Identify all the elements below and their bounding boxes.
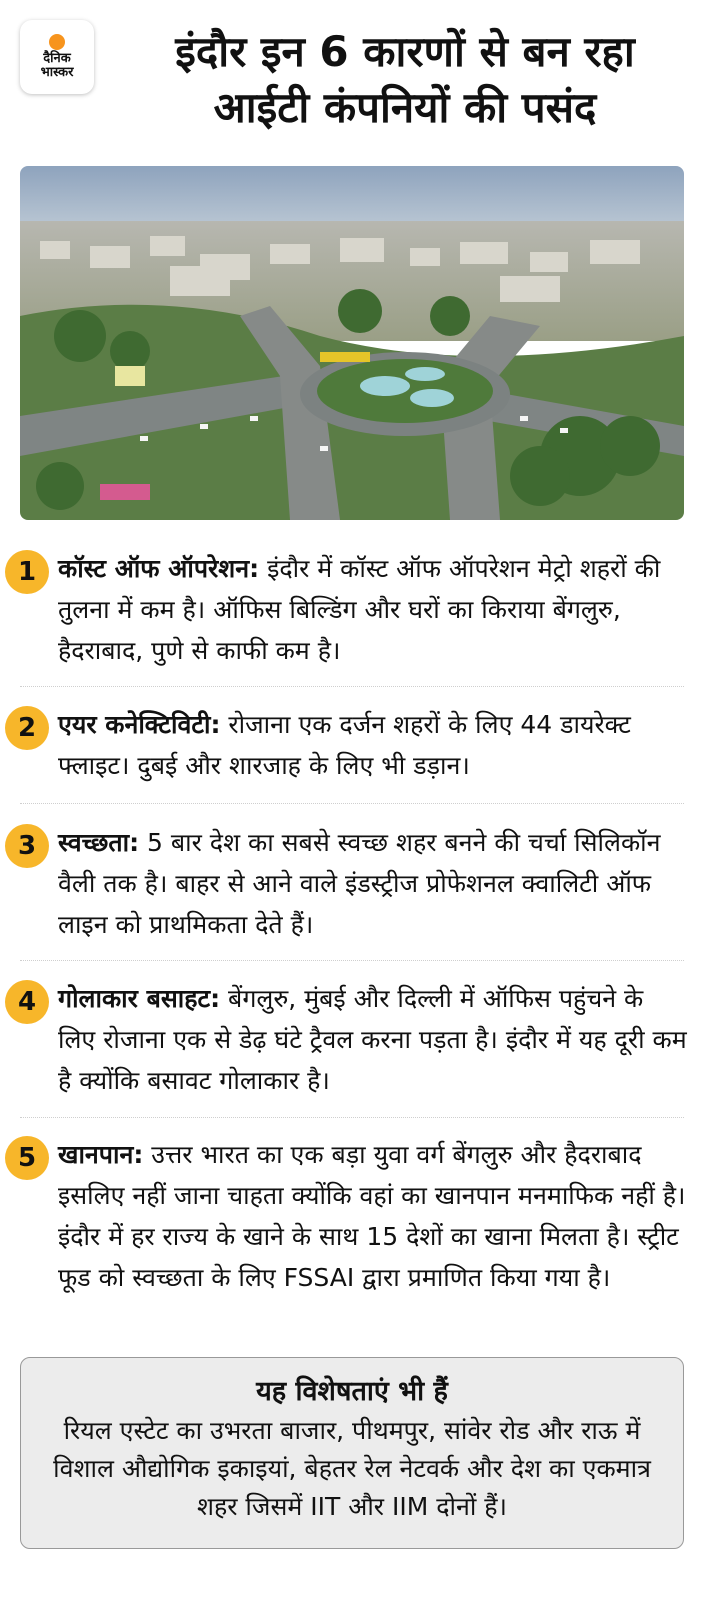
divider	[20, 803, 684, 804]
logo-sun-icon	[49, 34, 65, 50]
point-body: उत्तर भारत का एक बड़ा युवा वर्ग बेंगलुरु और हैदराबाद इसलिए नहीं जाना चाहता क्योंकि वहां का खानपान मनमाफिक नहीं है। इंदौर में हर राज्य के खाने के साथ 15 देशों का खाना मिलता है। स्ट्रीट फूड को स्वच्छता के लिए FSSAI द्वारा प्रमाणित किया गया है।	[58, 1140, 686, 1292]
point-text	[58, 548, 688, 671]
logo-line-1: दैनिक	[43, 51, 71, 66]
point-number-badge: 3	[5, 824, 49, 868]
point-body: रोजाना एक दर्जन शहरों के लिए 44 डायरेक्ट फ्लाइट। दुबई और शारजाह के लिए भी डड़ान।	[58, 710, 631, 780]
logo-line-2: भास्कर	[40, 65, 74, 80]
divider	[20, 1117, 684, 1118]
point-heading: कॉस्ट ऑफ ऑपरेशन:	[58, 554, 260, 583]
point-number-badge: 1	[5, 550, 49, 594]
point-number-badge: 4	[5, 980, 49, 1024]
features-box	[20, 1357, 684, 1549]
divider	[20, 960, 684, 961]
indore-aerial-photo	[20, 166, 684, 520]
point-body: इंदौर में कॉस्ट ऑफ ऑपरेशन मेट्रो शहरों की तुलना में कम है। ऑफिस बिल्डिंग और घरों का किराया बेंगलुरु, हैदराबाद, पुणे से काफी कम है।	[58, 554, 661, 665]
point-heading: गोलाकार बसाहट:	[58, 984, 221, 1013]
point-text	[58, 978, 688, 1101]
point-text	[58, 704, 688, 786]
page-title	[100, 24, 710, 136]
point-text	[58, 1134, 688, 1298]
dainik-bhaskar-logo	[20, 20, 94, 94]
title-line-1: इंदौर इन 6 कारणों से बन रहा	[175, 27, 635, 76]
point-number-badge: 5	[5, 1136, 49, 1180]
point-heading: खानपान:	[58, 1140, 144, 1169]
features-title: यह विशेषताएं भी हैं	[256, 1376, 448, 1407]
point-text	[58, 822, 688, 945]
point-heading: स्वच्छता:	[58, 828, 140, 857]
title-line-2: आईटी कंपनियों की पसंद	[213, 83, 597, 132]
point-heading: एयर कनेक्टिविटी:	[58, 710, 221, 739]
point-body: 5 बार देश का सबसे स्वच्छ शहर बनने की चर्चा सिलिकॉन वैली तक है। बाहर से आने वाले इंडस्ट्रीज प्रोफेशनल क्वालिटी ऑफ लाइन को प्राथमिकता देते हैं।	[58, 828, 661, 939]
features-body: रियल एस्टेट का उभरता बाजार, पीथमपुर, सांवेर रोड और राऊ में विशाल औद्योगिक इकाइयां, बेहतर रेल नेटवर्क और देश का एकमात्र शहर जिसमें IIT और IIM दोनों हैं।	[53, 1416, 651, 1521]
point-body: बेंगलुरु, मुंबई और दिल्ली में ऑफिस पहुंचने के लिए रोजाना एक से डेढ़ घंटे ट्रैवल करना पड़ता है। इंदौर में यह दूरी कम है क्योंकि बसावट गोलाकार है।	[58, 984, 687, 1095]
point-number-badge: 2	[5, 706, 49, 750]
divider	[20, 686, 684, 687]
header	[0, 0, 720, 160]
